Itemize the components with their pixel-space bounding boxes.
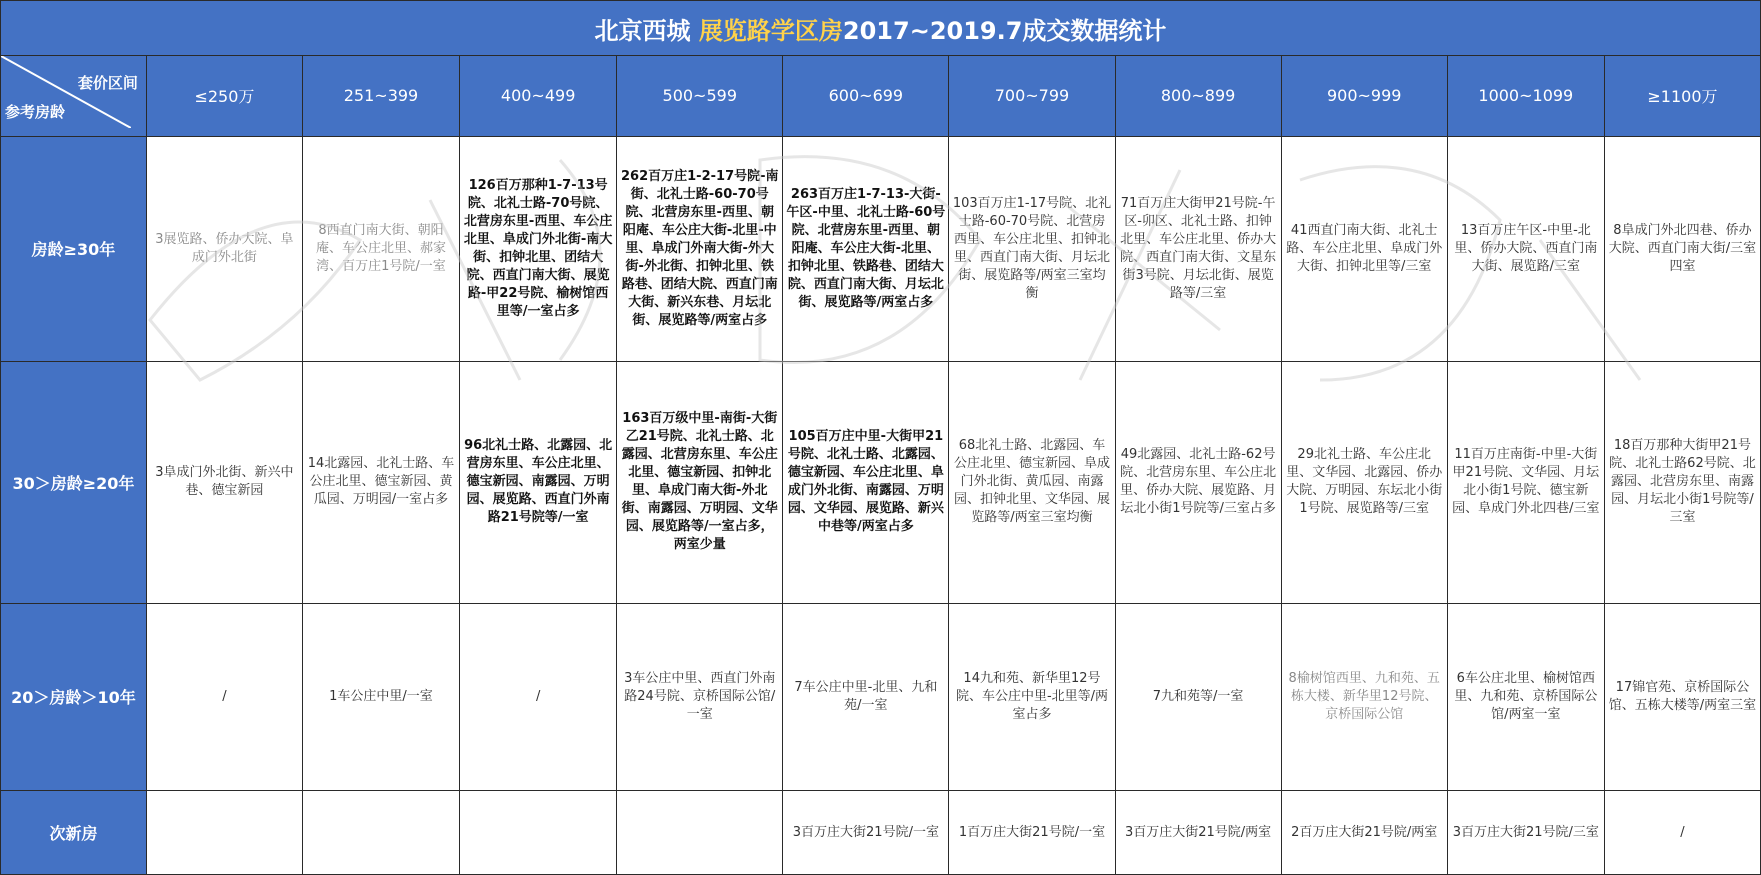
column-header: 500~599	[617, 56, 783, 137]
column-header: ≥1100万	[1604, 56, 1760, 137]
table-cell: 96北礼士路、北露园、北营房东里、车公庄北里、德宝新园、南露园、万明园、展览路、西直门外南路21号院等/一室	[460, 361, 617, 603]
title-suffix: 2017~2019.7成交数据统计	[842, 16, 1167, 45]
table-cell: 3百万庄大街21号院/两室	[1115, 791, 1281, 875]
table-title	[1, 1, 1761, 56]
corner-bottom-label: 参考房龄	[5, 102, 66, 121]
row-label: 房龄≥30年	[1, 136, 147, 361]
table-row	[1, 136, 1761, 361]
table-cell: 17锦官苑、京桥国际公馆、五栋大楼等/两室三室	[1604, 603, 1760, 791]
table-cell: 8西直门南大街、朝阳庵、车公庄北里、郝家湾、百万庄1号院/一室	[302, 136, 459, 361]
table-row	[1, 361, 1761, 603]
column-header: 900~999	[1281, 56, 1447, 137]
column-header: 400~499	[460, 56, 617, 137]
table-cell: 8榆树馆西里、九和苑、五栋大楼、新华里12号院、京桥国际公馆	[1281, 603, 1447, 791]
table-cell: 3车公庄中里、西直门外南路24号院、京桥国际公馆/一室	[617, 603, 783, 791]
column-header: 1000~1099	[1447, 56, 1604, 137]
table-cell: 3展览路、侨办大院、阜成门外北街	[146, 136, 302, 361]
table-cell: 2百万庄大街21号院/两室	[1281, 791, 1447, 875]
table-cell: /	[460, 603, 617, 791]
table-cell: 103百万庄1-17号院、北礼士路-60-70号院、北营房西里、车公庄北里、扣钟北里、西直门南大街、月坛北街、展览路等/两室三室均衡	[949, 136, 1115, 361]
row-label: 20＞房龄＞10年	[1, 603, 147, 791]
table-cell: 163百万级中里-南街-大街乙21号院、北礼士路、北露园、北营房东里、车公庄北里、德宝新园、扣钟北里、阜成门南大街-外北街、南露园、万明园、文华园、展览路等/一室占多，两室少量	[617, 361, 783, 603]
table-cell: 18百万那种大街甲21号院、北礼士路62号院、北露园、北营房东里、南露园、月坛北小街1号院等/三室	[1604, 361, 1760, 603]
table-cell: 7车公庄中里-北里、九和苑/一室	[783, 603, 949, 791]
table-cell: /	[146, 603, 302, 791]
table-cell: 262百万庄1-2-17号院-南街、北礼士路-60-70号院、北营房东里-西里、朝阳庵、车公庄大街-北里-中里、阜成门外南大街-外大街-外北街、扣钟北里、铁路巷、团结大院、西直门南大街、新兴东巷、月坛北街、展览路等/两室占多	[617, 136, 783, 361]
column-header: 800~899	[1115, 56, 1281, 137]
title-accent: 展览路学区房	[698, 16, 843, 45]
row-label: 次新房	[1, 791, 147, 875]
table-cell: 68北礼士路、北露园、车公庄北里、德宝新园、阜成门外北街、黄瓜园、南露园、扣钟北里、文华园、展览路等/两室三室均衡	[949, 361, 1115, 603]
table-cell: 1百万庄大街21号院/一室	[949, 791, 1115, 875]
title-prefix: 北京西城	[594, 16, 699, 45]
header-row	[1, 56, 1761, 137]
table-cell: 6车公庄北里、榆树馆西里、九和苑、京桥国际公馆/两室一室	[1447, 603, 1604, 791]
column-header: ≤250万	[146, 56, 302, 137]
table-cell: 1车公庄中里/一室	[302, 603, 459, 791]
title-row	[1, 1, 1761, 56]
table-cell: 13百万庄午区-中里-北里、侨办大院、西直门南大街、展览路/三室	[1447, 136, 1604, 361]
table-cell: 11百万庄南街-中里-大街甲21号院、文华园、月坛北小街1号院、德宝新园、阜成门外北四巷/三室	[1447, 361, 1604, 603]
corner-top-label: 套价区间	[77, 74, 138, 93]
table-cell: 14九和苑、新华里12号院、车公庄中里-北里等/两室占多	[949, 603, 1115, 791]
table-cell: 105百万庄中里-大街甲21号院、北礼士路、北露园、德宝新园、车公庄北里、阜成门外北街、南露园、万明园、文华园、展览路、新兴中巷等/两室占多	[783, 361, 949, 603]
table-cell: 3百万庄大街21号院/一室	[783, 791, 949, 875]
table-cell	[460, 791, 617, 875]
table-cell: /	[1604, 791, 1760, 875]
column-header: 700~799	[949, 56, 1115, 137]
table-cell: 263百万庄1-7-13-大街-午区-中里、北礼士路-60号院、北营房东里-西里、朝阳庵、车公庄大街-北里、扣钟北里、铁路巷、团结大院、西直门南大街、月坛北街、展览路等/两室占多	[783, 136, 949, 361]
table-cell	[302, 791, 459, 875]
table-cell: 3百万庄大街21号院/三室	[1447, 791, 1604, 875]
table-cell: 126百万那种1-7-13号院、北礼士路-70号院、北营房东里-西里、车公庄北里、阜成门外北街-南大街、扣钟北里、团结大院、西直门南大街、展览路-甲22号院、榆树馆西里等/一室占多	[460, 136, 617, 361]
table-cell: 14北露园、北礼士路、车公庄北里、德宝新园、黄瓜园、万明园/一室占多	[302, 361, 459, 603]
table-cell	[617, 791, 783, 875]
row-label: 30＞房龄≥20年	[1, 361, 147, 603]
table-cell: 7九和苑等/一室	[1115, 603, 1281, 791]
table-cell: 8阜成门外北四巷、侨办大院、西直门南大街/三室四室	[1604, 136, 1760, 361]
table-cell: 41西直门南大街、北礼士路、车公庄北里、阜成门外大街、扣钟北里等/三室	[1281, 136, 1447, 361]
column-header: 251~399	[302, 56, 459, 137]
table-row	[1, 603, 1761, 791]
table-cell: 29北礼士路、车公庄北里、文华园、北露园、侨办大院、万明园、东坛北小街1号院、展览路等/三室	[1281, 361, 1447, 603]
corner-header	[1, 56, 147, 137]
table-cell: 3阜成门外北街、新兴中巷、德宝新园	[146, 361, 302, 603]
table-row	[1, 791, 1761, 875]
table-cell: 71百万庄大街甲21号院-午区-卯区、北礼士路、扣钟北里、车公庄北里、侨办大院、西直门南大街、文星东街3号院、月坛北街、展览路等/三室	[1115, 136, 1281, 361]
table-cell: 49北露园、北礼士路-62号院、北营房东里、车公庄北里、侨办大院、展览路、月坛北小街1号院等/三室占多	[1115, 361, 1281, 603]
table-cell	[146, 791, 302, 875]
column-header: 600~699	[783, 56, 949, 137]
